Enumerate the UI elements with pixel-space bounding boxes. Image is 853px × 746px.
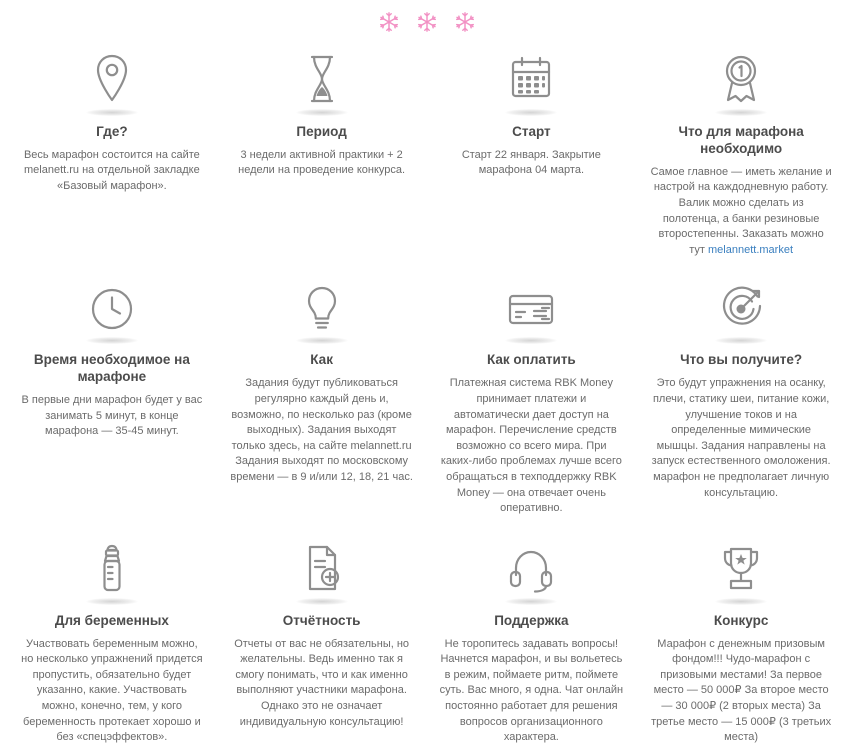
icon-container: [20, 46, 204, 106]
card-text: [649, 165, 833, 259]
location-pin-icon: [91, 52, 133, 106]
card-title: Период: [296, 124, 347, 139]
icon-shadow: [296, 109, 348, 116]
info-card-time-needed: [14, 276, 210, 516]
icon-shadow: [715, 598, 767, 605]
info-card-pregnant: [14, 537, 210, 746]
card-text: Задания будут публиковаться регулярно каждый день и, возможно, по несколько раз (кроме выходных). Задания выходят только здесь, на сайте melannett.ru Задания выходят по московскому времени — в 9 и/или 12, 18, 21 час.: [230, 377, 413, 483]
hourglass-icon: [302, 52, 342, 106]
credit-card-icon: [505, 284, 557, 334]
card-title: Где?: [96, 124, 128, 139]
award-ribbon-icon: [719, 52, 763, 106]
card-text: Отчеты от вас не обязательны, но желательны. Ведь именно так я смогу понимать, что и как именно выполняют участники марафона. Однако это не означает индивидуальную консультацию!: [234, 637, 410, 728]
icon-shadow: [505, 337, 557, 344]
info-card-payment: [434, 276, 630, 516]
card-title: Отчётность: [282, 612, 361, 628]
card-title: Как оплатить: [487, 352, 576, 368]
lightbulb-icon: [302, 284, 342, 334]
info-card-where: [14, 46, 210, 258]
calendar-icon: [507, 52, 555, 106]
info-row-2: [14, 262, 839, 516]
icon-container: [230, 276, 414, 334]
icon-shadow: [86, 337, 138, 344]
card-title: Что вы получите?: [680, 352, 803, 368]
info-row-1: [14, 40, 839, 258]
icon-container: [649, 46, 833, 106]
info-card-how: [224, 276, 420, 516]
trophy-icon: [719, 543, 763, 595]
card-text: Это будут упражнения на осанку, плечи, статику шеи, питание кожи, улучшение токов и на определенные мимические мышцы. Задания направлены на запуск естественного омоложения. марафон не предполагает личную консультацию.: [651, 377, 831, 499]
info-card-support: [434, 537, 630, 746]
info-card-start: [434, 46, 630, 258]
card-title: Старт: [512, 124, 551, 139]
icon-shadow: [505, 598, 557, 605]
card-text: Старт 22 января. Закрытие марафона 04 марта.: [461, 148, 601, 177]
info-card-reporting: [224, 537, 420, 746]
icon-container: [230, 537, 414, 595]
icon-shadow: [296, 598, 348, 605]
icon-shadow: [86, 598, 138, 605]
snowflake-icon: [378, 11, 400, 33]
card-text: Участвовать беременным можно, но несколько упражнений придется пропустить, обязательно будет указанно, какие. Участвовать можно, конечно, тем, у кого беременность протекает хорошо и без «спецэффектов».: [21, 637, 203, 744]
card-title: Поддержка: [494, 612, 569, 628]
icon-container: [20, 276, 204, 334]
card-text: 3 недели активной практики + 2 недели на проведение конкурса.: [238, 148, 406, 177]
icon-shadow: [296, 337, 348, 344]
icon-container: [649, 276, 833, 334]
icon-shadow: [715, 109, 767, 116]
snowflake-icon: [454, 11, 476, 33]
card-text: Не торопитесь задавать вопросы! Начнется марафон, и вы вольетесь в режим, поймаете ритм, поймете суть. Вас много, я одна. Чат онлайн постоянно работает для решения вопросов организационного характера.: [439, 637, 624, 744]
card-text-body: Самое главное — иметь желание и настрой на каждодневную работу. Валик можно сделать из полотенца, а банки резиновые второстепенны. Заказать можно тут: [650, 165, 832, 256]
card-text: Марафон с денежным призовым фондом!!! Чудо-марафон с призовыми местами! За первое место — 50 000₽ За второе место — 30 000₽ (2 вторых места) За третье место — 15 000₽ (3 третьих места): [651, 637, 832, 744]
card-title: Время необходимое на марафоне: [33, 352, 190, 385]
card-title: Что для марафона необходимо: [678, 124, 804, 156]
card-title: Для беременных: [54, 612, 169, 628]
icon-shadow: [715, 337, 767, 344]
card-title: Как: [310, 352, 333, 368]
info-card-contest: [643, 537, 839, 746]
icon-container: [20, 537, 204, 595]
icon-container: [230, 46, 414, 106]
document-add-icon: [301, 543, 343, 595]
card-title: Конкурс: [713, 612, 769, 628]
icon-container: [440, 46, 624, 106]
target-arrow-icon: [717, 284, 765, 334]
icon-shadow: [505, 109, 557, 116]
snowflake-icon: [416, 11, 438, 33]
card-text: Весь марафон состоится на сайте melanett.ru на отдельной закладке «Базовый марафон».: [23, 148, 200, 193]
card-text: Платежная система RBK Money принимает платежи и автоматически дает доступ на марафон. Перечисление средств возможно со всего мира. При каких-либо проблемах лучше всего обращаться в техподдержку RBK Money — она отвечает очень оперативно.: [440, 377, 622, 515]
info-row-3: [14, 521, 839, 746]
info-card-period: [224, 46, 420, 258]
market-link[interactable]: melannett.market: [708, 243, 793, 256]
clock-icon: [89, 284, 135, 334]
info-card-requirements: [643, 46, 839, 258]
icon-container: [649, 537, 833, 595]
baby-bottle-icon: [95, 543, 129, 595]
snowflake-decoration-row: [14, 0, 839, 40]
icon-container: [440, 276, 624, 334]
icon-container: [440, 537, 624, 595]
icon-shadow: [86, 109, 138, 116]
card-text: В первые дни марафон будет у вас занимать 5 минут, в конце марафона — 35-45 минут.: [21, 394, 203, 438]
info-card-results: [643, 276, 839, 516]
headset-support-icon: [507, 543, 555, 595]
